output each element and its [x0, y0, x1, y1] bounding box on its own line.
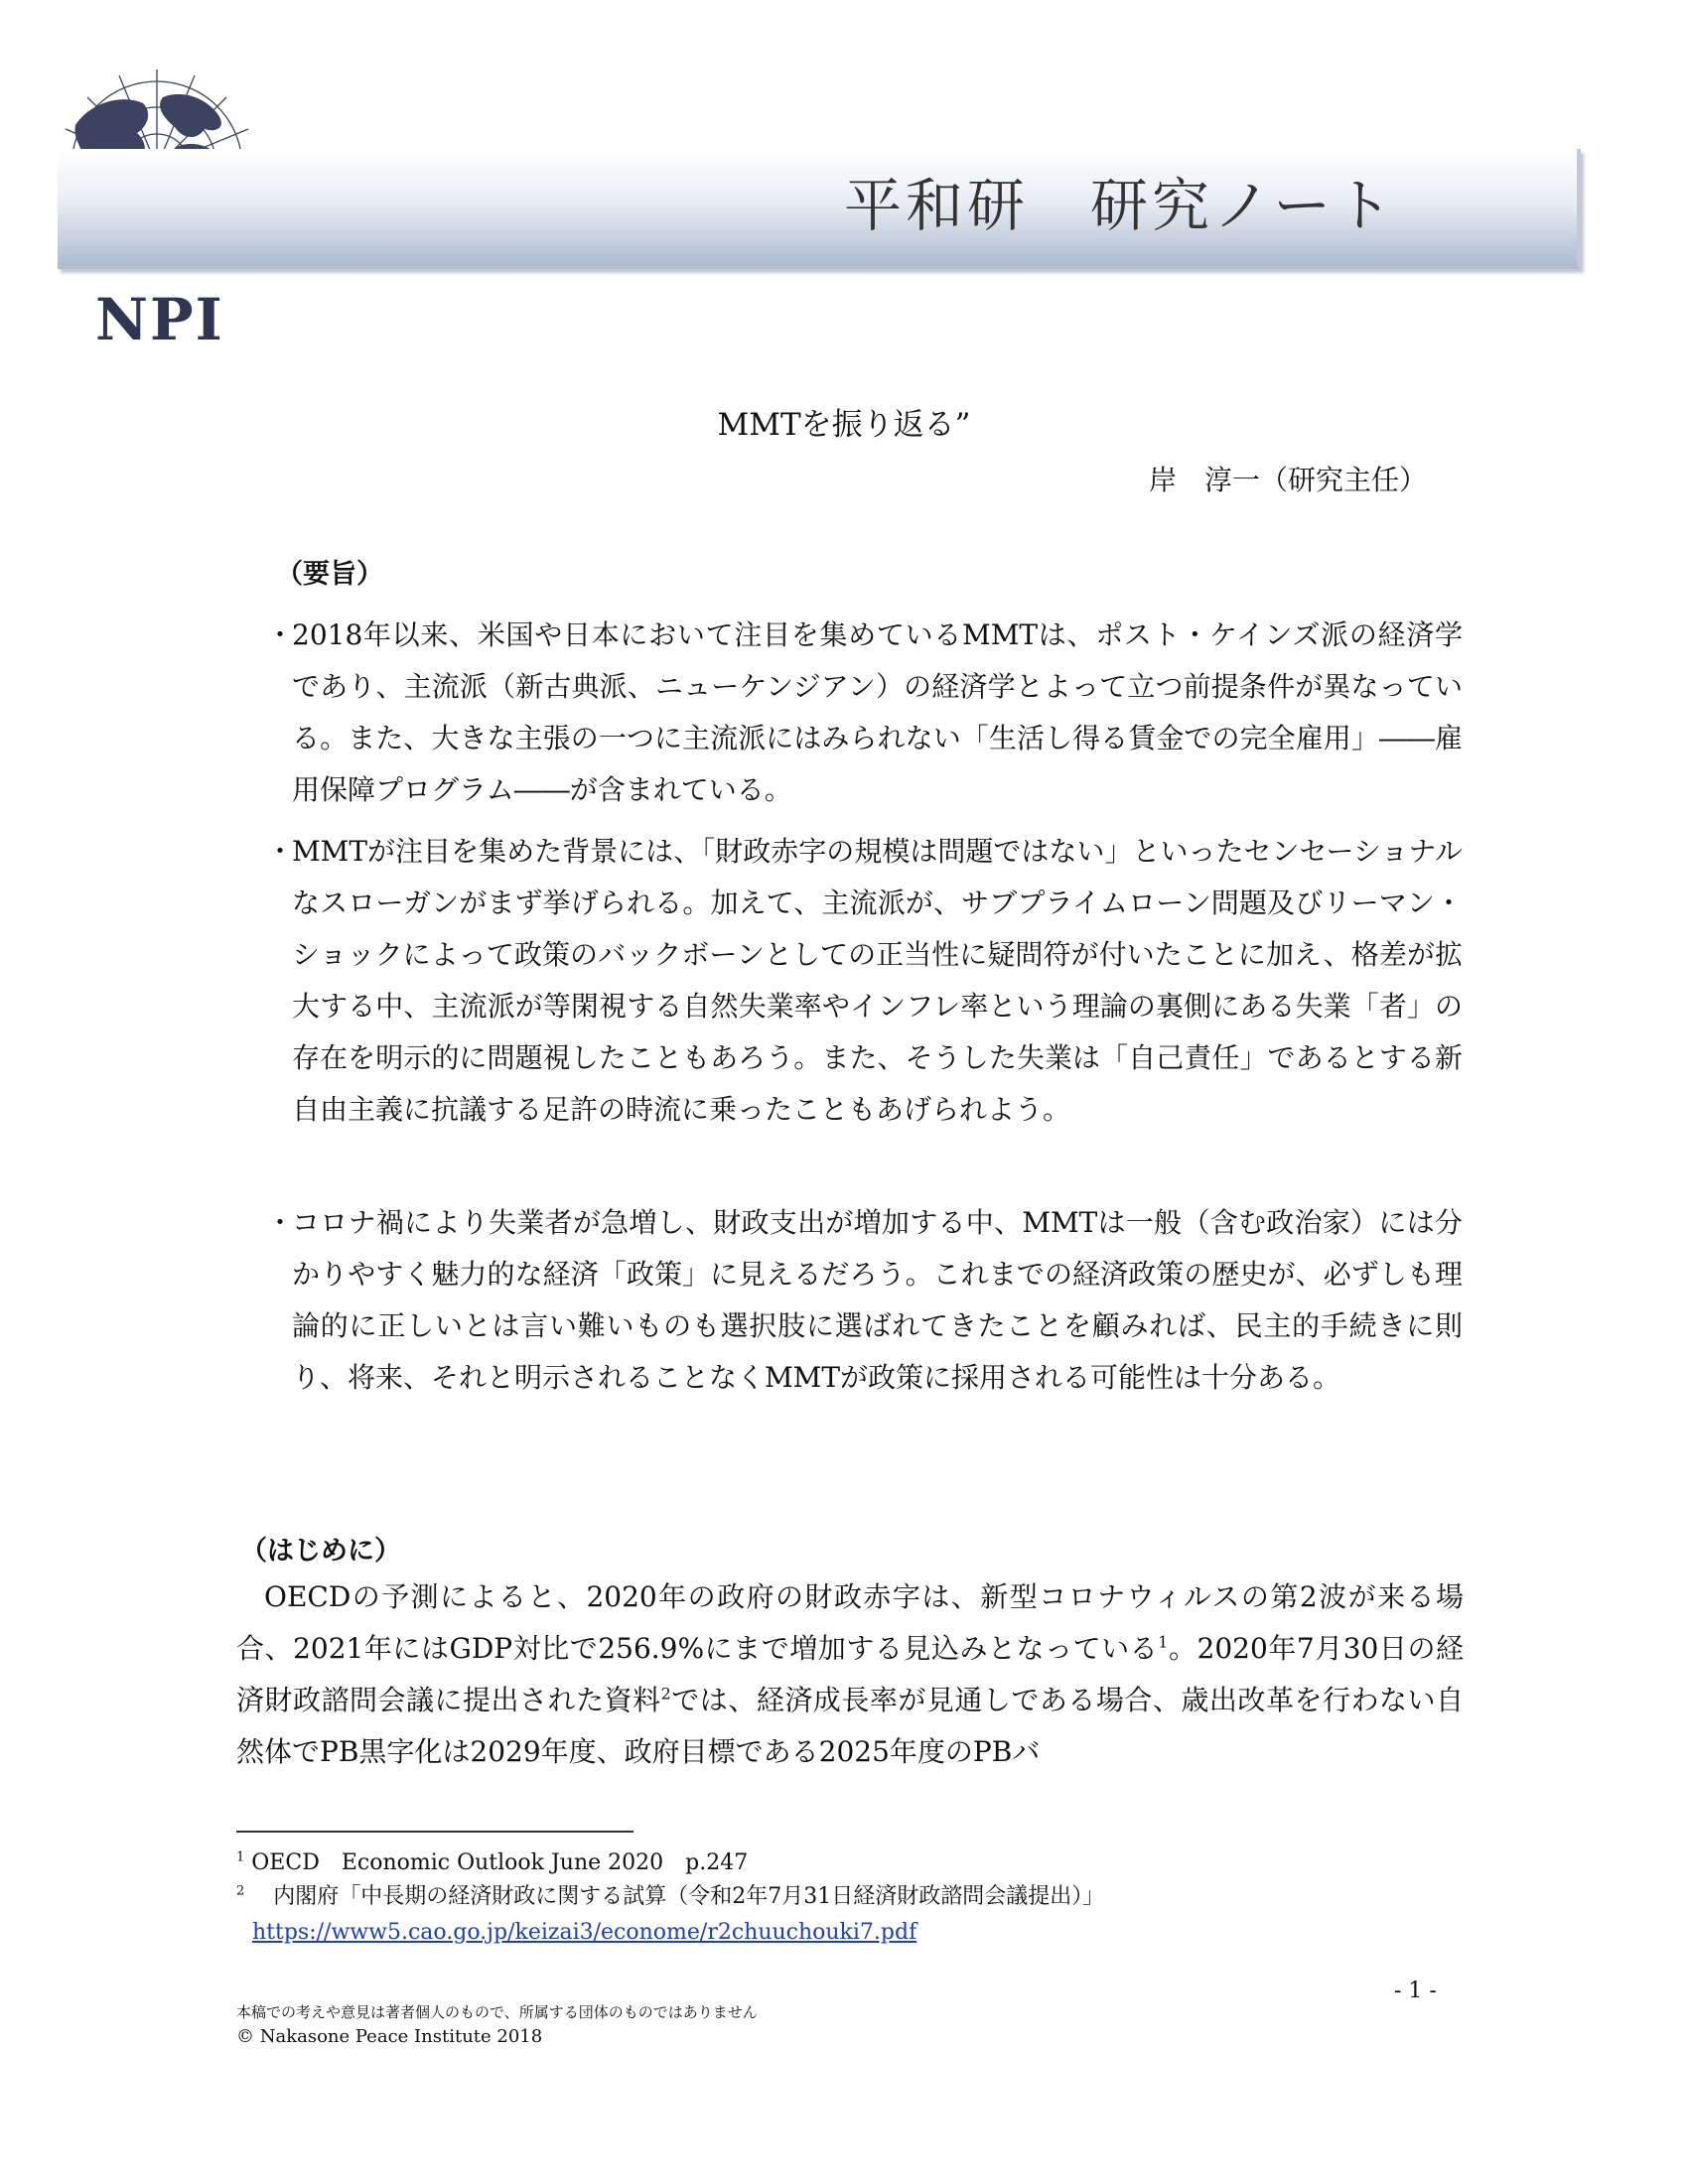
summary-point-3: [266, 1197, 1463, 1404]
summary-point-text: MMTが注目を集めた背景には、「財政赤字の規模は問題ではない」といったセンセーショナルなスローガンがまず挙げられる。加えて、主流派が、サブプライムローン問題及びリーマン・ショックによって政策のバックボーンとしての正当性に疑問符が付いたことに加え、格差が拡大する中、主流派が等閑視する自然失業率やインフレ率という理論の裏側にある失業「者」の存在を明示的に問題視したこともあろう。また、そうした失業は「自己責任」であるとする新自由主義に抗議する足許の時流に乗ったこともあげられよう。: [292, 835, 1463, 1126]
summary-point-1: [266, 610, 1463, 816]
footnote-number: 2: [236, 1883, 245, 1899]
summary-heading: （要旨）: [276, 559, 383, 590]
footnote-ref-2[interactable]: 2: [660, 1684, 671, 1704]
bullet-marker: ・: [266, 835, 295, 868]
page-number: - 1 -: [1394, 1979, 1437, 2003]
footnote-1: [236, 1848, 748, 1878]
summary-point-text: コロナ禍により失業者が急増し、財政支出が増加する中、MMTは一般（含む政治家）には分かりやすく魅力的な経済「政策」に見えるだろう。これまでの経済政策の歴史が、必ずしも理論的に正しいとは言い難いものも選択肢に選ばれてきたことを顧みれば、民主的手続きに則り、将来、それと明示されることなくMMTが政策に採用される可能性は十分ある。: [292, 1206, 1463, 1394]
footnote-number: 1: [236, 1849, 245, 1865]
banner-title: 平和研 研究ノート: [844, 172, 1397, 239]
document-title: MMTを振り返る”: [717, 407, 971, 443]
npi-logo-text: NPI: [95, 286, 224, 353]
bullet-marker: ・: [266, 1206, 295, 1239]
bullet-marker: ・: [266, 618, 295, 651]
intro-text-3: では、経済成長率が見通しである場合、歳出改革を行わない自然体でPB黒字化は2029年度、政府目標である2025年度のPBバ: [236, 1684, 1464, 1768]
copyright-text: © Nakasone Peace Institute 2018: [236, 2026, 543, 2047]
footnote-text: OECD Economic Outlook June 2020 p.247: [244, 1850, 749, 1875]
intro-text-2: 。2020年7月30日の経済財政諮問会議に提出された資料: [236, 1632, 1464, 1716]
footnote-divider: [236, 1831, 633, 1833]
summary-point-2: [266, 826, 1463, 1136]
author-line: 岸 淳一（研究主任）: [1149, 464, 1428, 496]
footnote-ref-1[interactable]: 1: [1158, 1632, 1169, 1652]
intro-text-1: OECDの予測によると、2020年の政府の財政赤字は、新型コロナウィルスの第2波が来る場合、2021年にはGDP対比で256.9%にまで増加する見込みとなっている: [236, 1580, 1464, 1665]
footnote-2: [236, 1882, 1104, 1912]
disclaimer-text: 本稿での考えや意見は著者個人のもので、所属する団体のものではありません: [236, 2003, 758, 2021]
summary-point-text: 2018年以来、米国や日本において注目を集めているMMTは、ポスト・ケインズ派の経済学であり、主流派（新古典派、ニューケンジアン）の経済学とよって立つ前提条件が異なっている。また、大きな主張の一つに主流派にはみられない「生活し得る賃金での完全雇用」――雇用保障プログラム――が含まれている。: [292, 618, 1463, 806]
footnote-text: 内閣府「中長期の経済財政に関する試算（令和2年7月31日経済財政諮問会議提出）」: [244, 1884, 1105, 1909]
introduction-paragraph: [236, 1571, 1464, 1778]
introduction-heading: （はじめに）: [240, 1536, 401, 1567]
footnote-link[interactable]: https://www5.cao.go.jp/keizai3/econome/r2chuuchouki7.pdf: [252, 1920, 917, 1945]
